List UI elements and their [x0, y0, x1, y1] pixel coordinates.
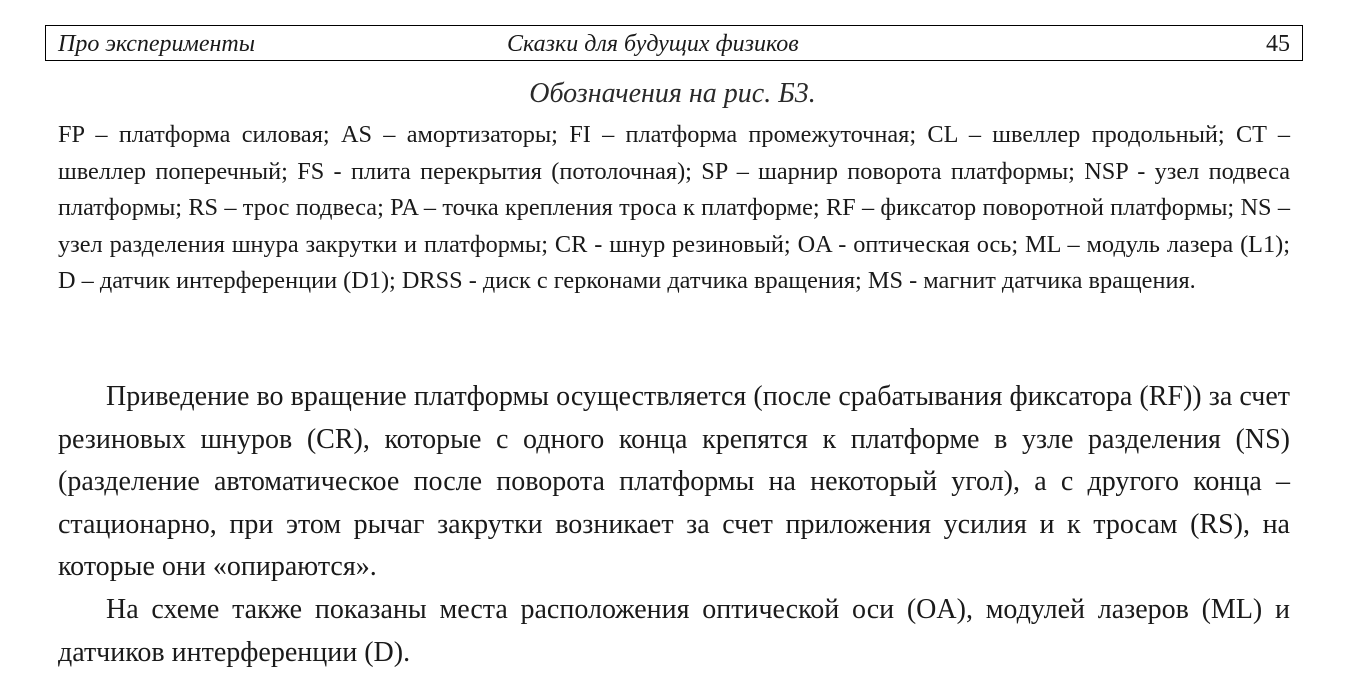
header-section-title: Про эксперименты	[58, 31, 255, 57]
page-number: 45	[1266, 31, 1290, 57]
body-paragraph: Приведение во вращение платформы осуществляется (после срабатывания фиксатора (RF)) за счет резиновых шнуров (CR), которые с одного конца крепятся к платформе в узле разделения (NS) (разделение автоматическое после поворота платформы на некоторый угол), а с другого конца – стационарно, при этом рычаг закрутки возникает за счет приложения усилия и к тросам (RS), на которые они «опираются».	[58, 381, 1290, 582]
body-paragraph: На схеме также показаны места расположения оптической оси (OA), модулей лазеров (ML) и датчиков интерференции (D).	[58, 594, 1290, 668]
header-book-title: Сказки для будущих физиков	[507, 31, 799, 57]
figure-legend: FP – платформа силовая; AS – амортизаторы; FI – платформа промежуточная; CL – швеллер продольный; CT – швеллер поперечный; FS - плита перекрытия (потолочная); SP – шарнир поворота платформы; NSP - узел подвеса платформы; RS – трос подвеса; PA – точка крепления троса к платформе; RF – фиксатор поворотной платформы; NS – узел разделения шнура закрутки и платформы; CR - шнур резиновый; OA - оптическая ось; ML – модуль лазера (L1); D – датчик интерференции (D1); DRSS - диск с герконами датчика вращения; MS - магнит датчика вращения.	[58, 121, 1290, 294]
figure-caption: Обозначения на рис. Б3.	[529, 78, 816, 109]
running-header	[45, 25, 1303, 61]
